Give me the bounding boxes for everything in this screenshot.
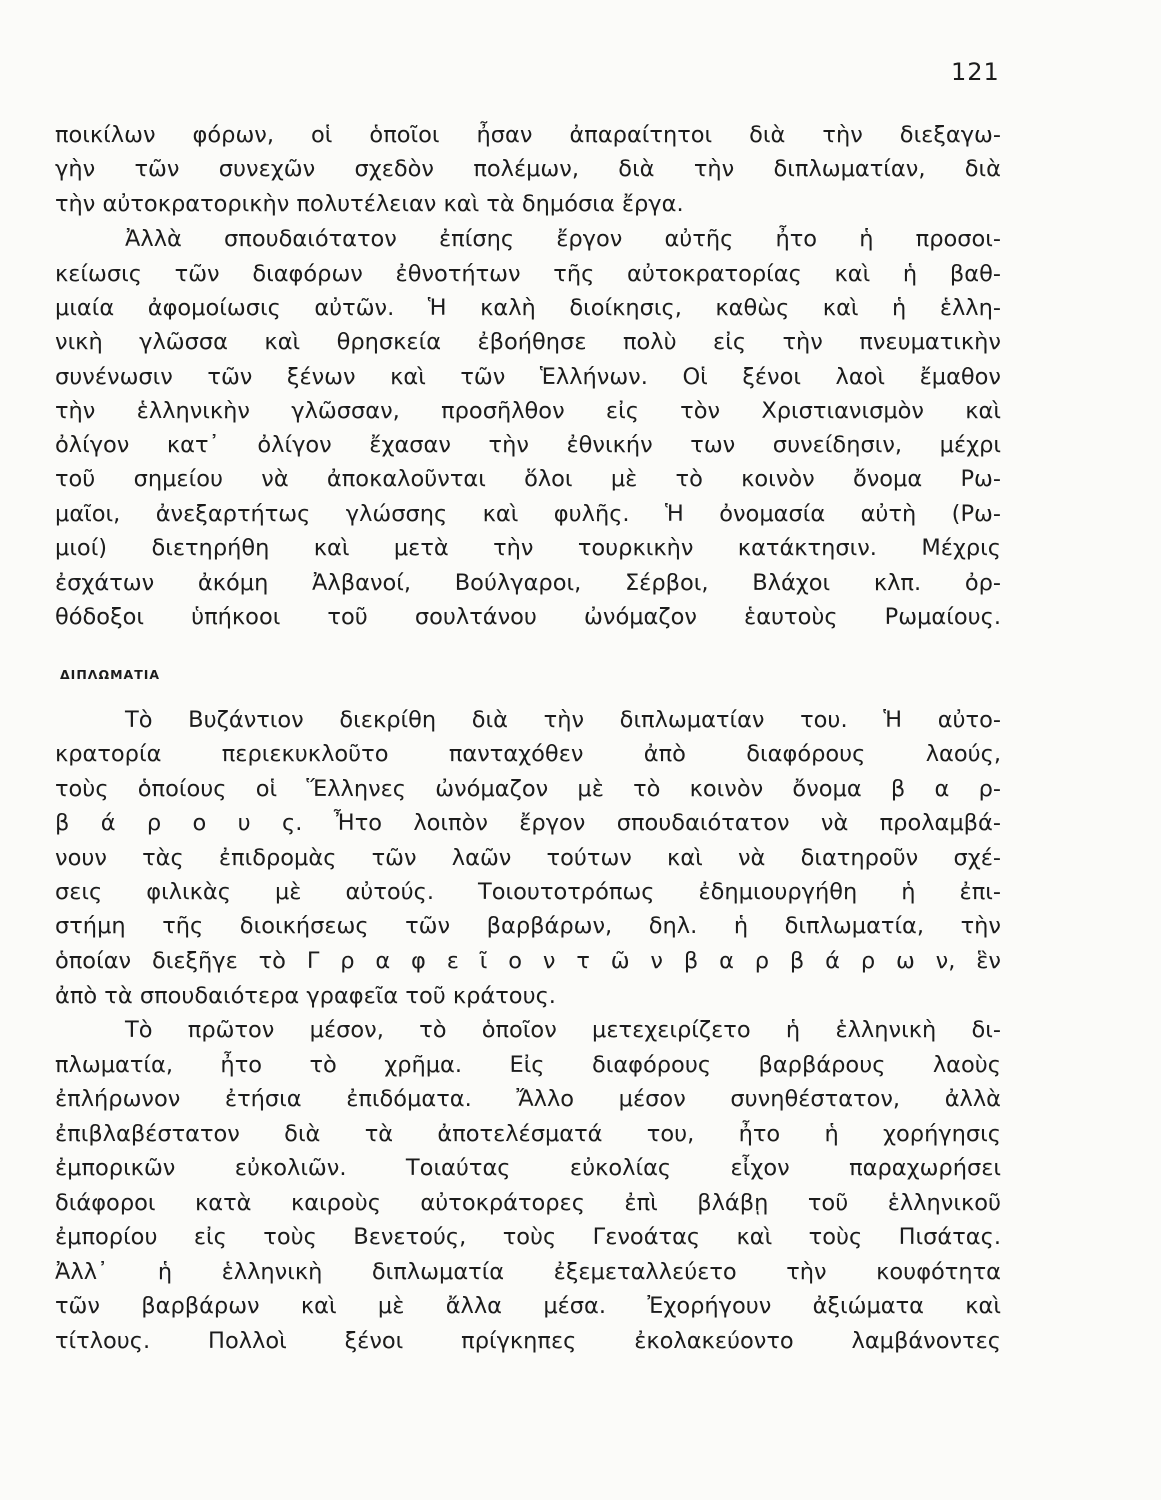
text-line: ὁποίαν διεξῆγε τὸ Γ ρ α φ ε ῖ ο ν τ ῶ ν β α ρ β ά ρ ω ν, ἓν: [55, 948, 1001, 974]
text-line: μαῖοι, ἀνεξαρτήτως γλώσσης καὶ φυλῆς. Ἡ ὀνομασία αὐτὴ (Ρω-: [55, 501, 1001, 527]
text-line: σεις φιλικὰς μὲ αὐτούς. Τοιουτοτρόπως ἐδημιουργήθη ἡ ἐπι-: [55, 879, 1001, 905]
text-line: ἐμπορίου εἰς τοὺς Βενετούς, τοὺς Γενοάτας καὶ τοὺς Πισάτας.: [55, 1224, 1001, 1250]
text-line: διάφοροι κατὰ καιροὺς αὐτοκράτορες ἐπὶ βλάβῃ τοῦ ἑλληνικοῦ: [55, 1190, 1001, 1216]
text-line: ὀλίγον κατ᾽ ὀλίγον ἔχασαν τὴν ἐθνικήν των συνείδησιν, μέχρι: [55, 432, 1001, 458]
text-line: νουν τὰς ἐπιδρομὰς τῶν λαῶν τούτων καὶ νὰ διατηροῦν σχέ-: [55, 845, 1001, 871]
text-line: ἐπιβλαβέστατον διὰ τὰ ἀποτελέσματά του, ἦτο ἡ χορήγησις: [55, 1121, 1001, 1147]
page-number: 121: [951, 58, 1000, 86]
text-line: μιοί) διετηρήθη καὶ μετὰ τὴν τουρκικὴν κατάκτησιν. Μέχρις: [55, 535, 1001, 561]
text-line: συνένωσιν τῶν ξένων καὶ τῶν Ἑλλήνων. Οἱ ξένοι λαοὶ ἔμαθον: [55, 364, 1001, 390]
text-line: τὴν αὐτοκρατορικὴν πολυτέλειαν καὶ τὰ δημόσια ἔργα.: [55, 191, 684, 217]
text-line: τοῦ σημείου νὰ ἀποκαλοῦνται ὅλοι μὲ τὸ κοινὸν ὄνομα Ρω-: [55, 466, 1001, 492]
text-line: κρατορία περιεκυκλοῦτο πανταχόθεν ἀπὸ διαφόρους λαούς,: [55, 741, 1001, 767]
text-line: τὴν ἑλληνικὴν γλῶσσαν, προσῆλθον εἰς τὸν Χριστιανισμὸν καὶ: [55, 398, 1001, 424]
text-line: ἐπλήρωνον ἐτήσια ἐπιδόματα. Ἄλλο μέσον συνηθέστατον, ἀλλὰ: [55, 1086, 1001, 1112]
text-line: μιαία ἀφομοίωσις αὐτῶν. Ἡ καλὴ διοίκησις, καθὼς καὶ ἡ ἑλλη-: [55, 295, 1001, 321]
text-line: γὴν τῶν συνεχῶν σχεδὸν πολέμων, διὰ τὴν διπλωματίαν, διὰ: [55, 156, 1001, 182]
text-line: Τὸ πρῶτον μέσον, τὸ ὁποῖον μετεχειρίζετο ἡ ἑλληνικὴ δι-: [125, 1017, 1001, 1043]
text-line: ποικίλων φόρων, οἱ ὁποῖοι ἦσαν ἀπαραίτητοι διὰ τὴν διεξαγω-: [55, 122, 1001, 148]
section-heading: ΔΙΠΛΩΜΑΤΙΑ: [60, 667, 161, 682]
text-line: κείωσις τῶν διαφόρων ἐθνοτήτων τῆς αὐτοκρατορίας καὶ ἡ βαθ-: [55, 261, 1001, 287]
text-line: Ἀλλὰ σπουδαιότατον ἐπίσης ἔργον αὐτῆς ἦτο ἡ προσοι-: [125, 226, 1001, 252]
text-line: Ἀλλ᾽ ἡ ἑλληνικὴ διπλωματία ἐξεμεταλλεύετο τὴν κουφότητα: [55, 1259, 1001, 1285]
text-line: τοὺς ὁποίους οἱ Ἕλληνες ὠνόμαζον μὲ τὸ κοινὸν ὄνομα β α ρ-: [55, 776, 1001, 802]
text-line: ἐσχάτων ἀκόμη Ἀλβανοί, Βούλγαροι, Σέρβοι, Βλάχοι κλπ. ὀρ-: [55, 570, 1001, 596]
text-line: ἐμπορικῶν εὐκολιῶν. Τοιαύτας εὐκολίας εἶχον παραχωρήσει: [55, 1155, 1001, 1181]
text-line: θόδοξοι ὑπήκοοι τοῦ σουλτάνου ὠνόμαζον ἑαυτοὺς Ρωμαίους.: [55, 604, 1001, 630]
text-line: νικὴ γλῶσσα καὶ θρησκεία ἐβοήθησε πολὺ εἰς τὴν πνευματικὴν: [55, 329, 1001, 355]
text-line: ἀπὸ τὰ σπουδαιότερα γραφεῖα τοῦ κράτους.: [55, 983, 556, 1009]
text-line: Τὸ Βυζάντιον διεκρίθη διὰ τὴν διπλωματίαν του. Ἡ αὐτο-: [125, 707, 1001, 733]
text-line: στήμη τῆς διοικήσεως τῶν βαρβάρων, δηλ. ἡ διπλωματία, τὴν: [55, 913, 1001, 939]
text-line: β ά ρ ο υ ς. Ἦτο λοιπὸν ἔργον σπουδαιότατον νὰ προλαμβά-: [55, 810, 1001, 836]
text-line: τίτλους. Πολλοὶ ξένοι πρίγκηπες ἐκολακεύοντο λαμβάνοντες: [55, 1328, 1001, 1354]
text-line: πλωματία, ἦτο τὸ χρῆμα. Εἰς διαφόρους βαρβάρους λαοὺς: [55, 1052, 1001, 1078]
text-line: τῶν βαρβάρων καὶ μὲ ἄλλα μέσα. Ἐχορήγουν ἀξιώματα καὶ: [55, 1293, 1001, 1319]
